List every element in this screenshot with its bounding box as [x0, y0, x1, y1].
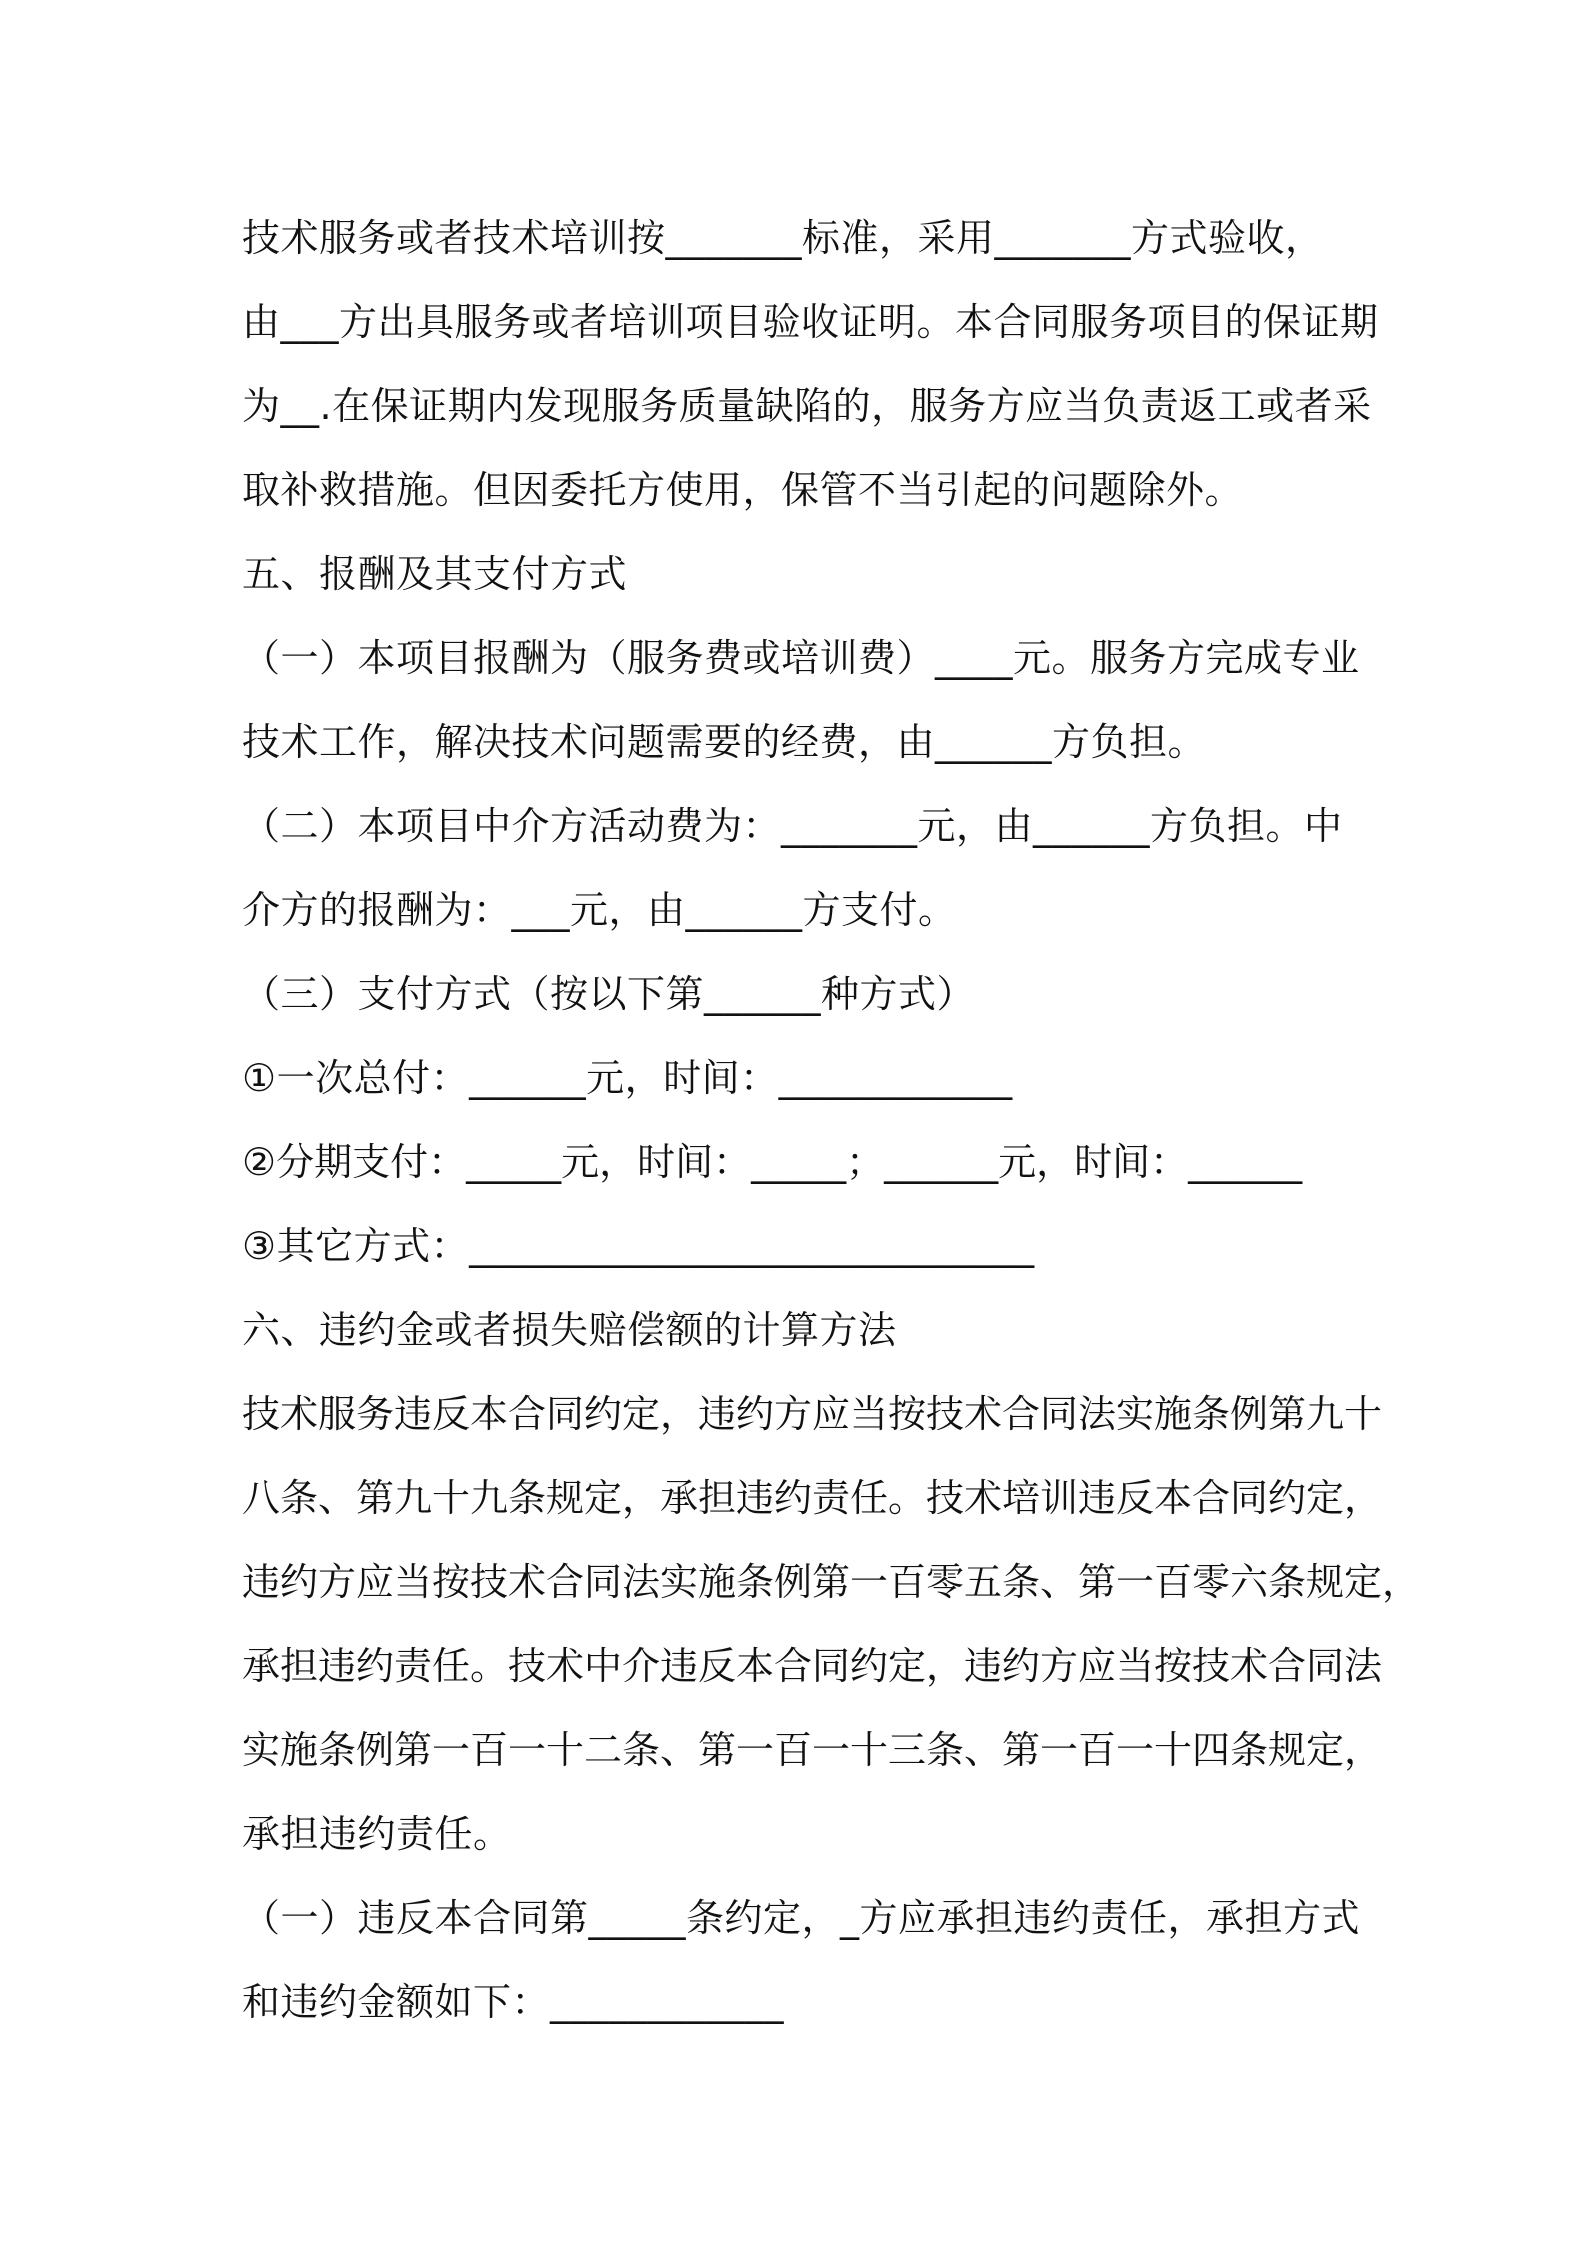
payment-option-line: ①一次总付：______元，时间：____________ — [242, 1056, 1013, 1100]
paragraph-line: 违约方应当按技术合同法实施条例第一百零五条、第一百零六条规定， — [242, 1560, 1421, 1604]
paragraph-line: （三）支付方式（按以下第______种方式） — [242, 972, 976, 1016]
paragraph-line: 实施条例第一百一十二条、第一百一十三条、第一百一十四条规定， — [242, 1728, 1383, 1772]
paragraph-line: 八条、第九十九条规定，承担违约责任。技术培训违反本合同约定， — [242, 1476, 1383, 1520]
paragraph-line: 技术工作，解决技术问题需要的经费，由______方负担。 — [242, 720, 1207, 764]
paragraph-line: （一）违反本合同第_____条约定，_方应承担违约责任，承担方式 — [242, 1896, 1361, 1940]
paragraph-line: 技术服务或者技术培训按_______标准，采用_______方式验收， — [242, 216, 1324, 260]
paragraph-line: 由___方出具服务或者培训项目验收证明。本合同服务项目的保证期 — [242, 300, 1379, 344]
paragraph-line: 承担违约责任。 — [242, 1812, 512, 1856]
paragraph-line: （二）本项目中介方活动费为：_______元，由______方负担。中 — [242, 804, 1343, 848]
paragraph-line: 介方的报酬为：___元，由______方支付。 — [242, 888, 957, 932]
document-body — [242, 196, 1421, 2044]
section-heading: 六、违约金或者损失赔偿额的计算方法 — [242, 1308, 897, 1352]
paragraph-line: 承担违约责任。技术中介违反本合同约定，违约方应当按技术合同法 — [242, 1644, 1383, 1688]
paragraph-line: 为__.在保证期内发现服务质量缺陷的，服务方应当负责返工或者采 — [242, 384, 1372, 428]
paragraph-line: （一）本项目报酬为（服务费或培训费）____元。服务方完成专业 — [242, 636, 1360, 680]
paragraph-line: 技术服务违反本合同约定，违约方应当按技术合同法实施条例第九十 — [242, 1392, 1383, 1436]
payment-option-line: ②分期支付：_____元，时间：_____；______元，时间：______ — [242, 1140, 1303, 1184]
section-heading: 五、报酬及其支付方式 — [242, 552, 628, 596]
paragraph-line: 取补救措施。但因委托方使用，保管不当引起的问题除外。 — [242, 468, 1244, 512]
payment-option-line: ③其它方式：_____________________________ — [242, 1224, 1035, 1268]
paragraph-line: 和违约金额如下：____________ — [242, 1980, 785, 2024]
